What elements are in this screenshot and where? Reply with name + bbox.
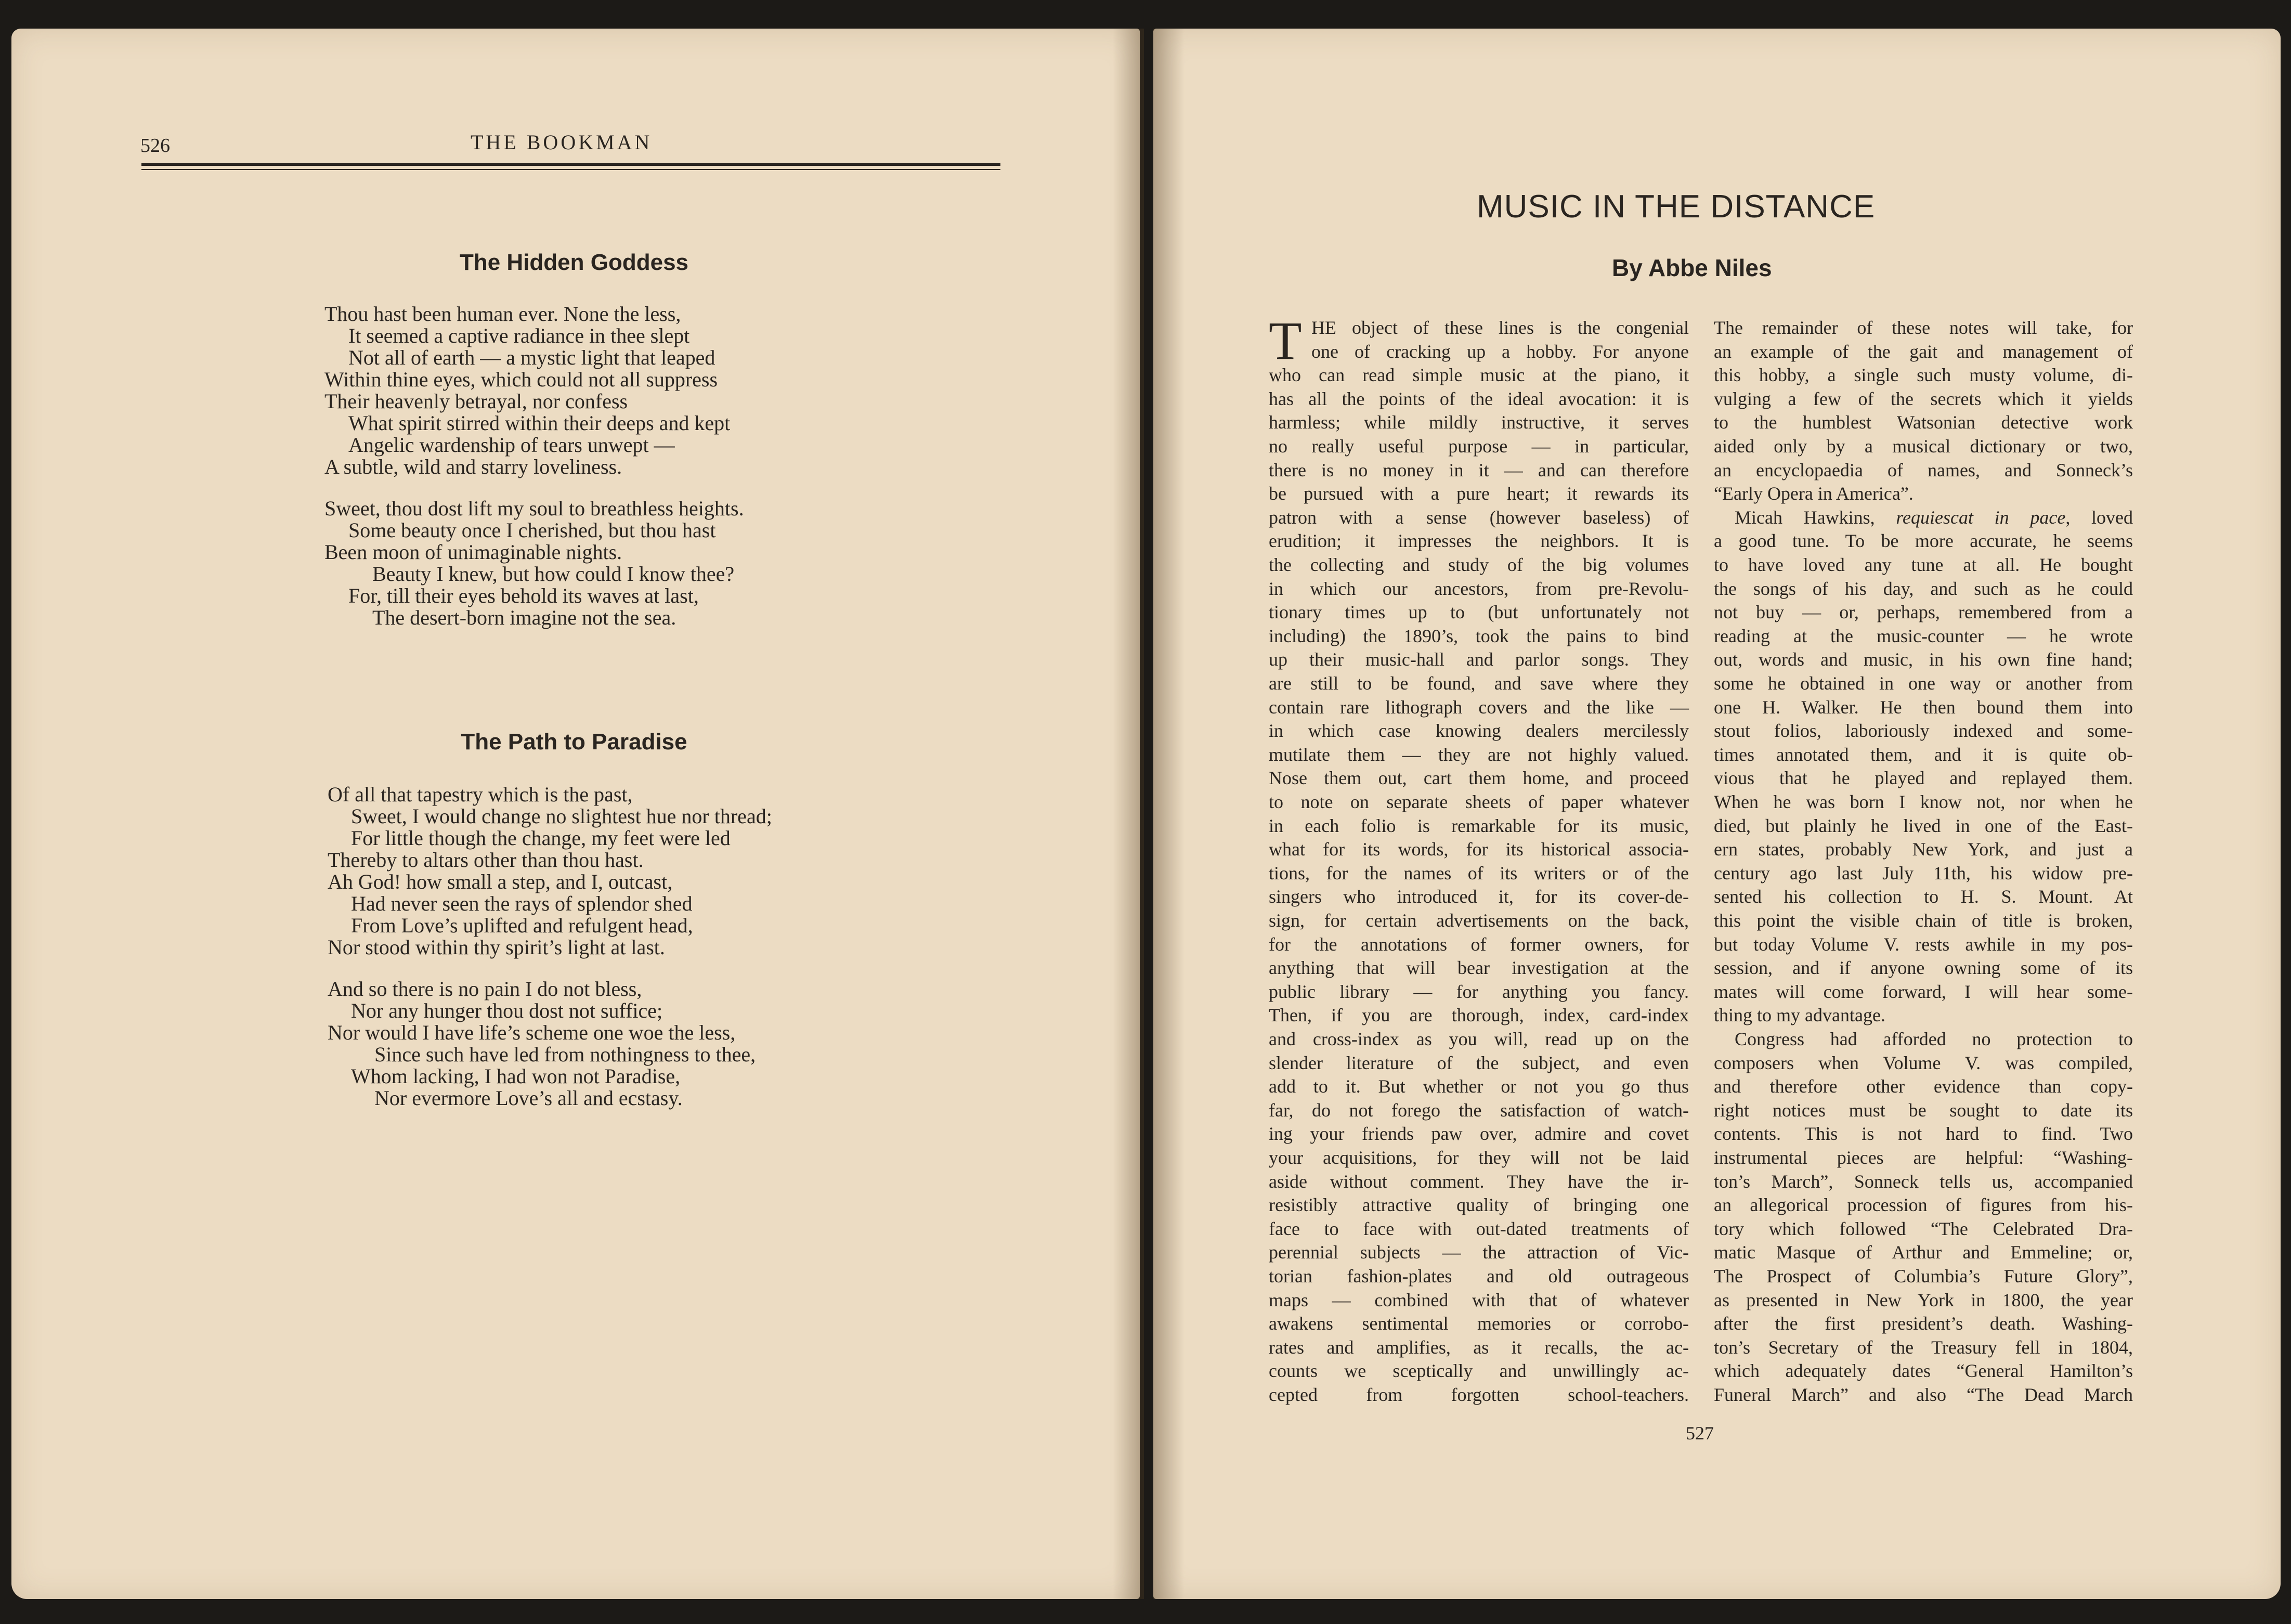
article-line: rates and amplifies, as it recalls, the ac- [1269,1336,1689,1358]
header-rule-thin [141,169,1000,170]
article-line: face to face with out-dated treatments of [1269,1218,1689,1239]
article-line: times annotated them, and it is quite ob- [1714,744,2133,765]
article-line: session, and if anyone owning some of its [1714,957,2133,979]
article-line: the songs of his day, and such as he could [1714,578,2133,599]
poem-line: Since such have led from nothingness to thee, [374,1043,756,1066]
poem-line: From Love’s uplifted and refulgent head, [351,914,693,937]
article-line: Nose them out, cart them home, and proceed [1269,768,1689,789]
gutter-shadow-right [1153,29,1184,1599]
article-line: up their music-hall and parlor songs. They [1269,649,1689,670]
article-line: has all the points of the ideal avocation: it is [1269,388,1689,409]
article-line: this hobby, a single such musty volume, di- [1714,365,2133,386]
poem-line: Whom lacking, I had won not Paradise, [351,1064,681,1088]
article-line: which adequately dates “General Hamilton’s [1714,1360,2133,1382]
article-line: patron with a sense (however baseless) of [1269,506,1689,528]
article-line: after the first president’s death. Washing- [1714,1313,2133,1334]
article-line: singers who introduced it, for its cover-de- [1269,886,1689,907]
article-line: aided only by a musical dictionary or two, [1714,436,2133,457]
poem-line: For little though the change, my feet were led [351,826,731,850]
poem-line: Angelic wardenship of tears unwept — [348,433,675,457]
article-title: MUSIC IN THE DISTANCE [1477,189,1876,225]
article-line: one H. Walker. He then bound them into [1714,696,2133,718]
poem-line: Not all of earth — a mystic light that leaped [348,346,715,369]
poem-line: Had never seen the rays of splendor shed [351,892,693,915]
article-line: this point the visible chain of title is broken, [1714,910,2133,931]
article-line: some he obtained in one way or another from [1714,673,2133,694]
article-line: are still to be found, and save where they [1269,673,1689,694]
header-rule-thick [141,163,1000,166]
poem-line: Beauty I knew, but how could I know thee? [372,562,735,586]
article-line: When he was born I know not, nor when he [1714,791,2133,812]
poem-line: Nor stood within thy spirit’s light at last. [328,936,665,959]
poem-title-hidden-goddess: The Hidden Goddess [459,250,689,275]
article-line: matic Masque of Arthur and Emmeline; or, [1714,1242,2133,1263]
article-line: to have loved any tune at all. He bought [1714,554,2133,575]
article-line: a good tune. To be more accurate, he seems [1714,530,2133,552]
poem-line: Thou hast been human ever. None the less, [324,302,681,326]
poem-line: Been moon of unimaginable nights. [324,540,622,564]
article-line: HE object of these lines is the congenial [1311,317,1689,338]
poem-line: It seemed a captive radiance in thee slept [348,324,690,347]
poem-line: Their heavenly betrayal, nor confess [324,389,628,413]
article-line: there is no money in it — and can therefore [1269,459,1689,480]
article-line: aside without comment. They have the ir- [1269,1171,1689,1192]
poem-line: Nor any hunger thou dost not suffice; [351,999,663,1022]
article-line: awakens sentimental memories or corrobo- [1269,1313,1689,1334]
page-number-left: 526 [140,135,170,157]
article-line: who can read simple music at the piano, it [1269,365,1689,386]
article-line: contents. This is not hard to find. Two [1714,1123,2133,1145]
article-line: “Early Opera in America”. [1714,483,1913,504]
poem-line: Some beauty once I cherished, but thou hast [348,518,716,542]
article-line: add to it. But whether or not you go thus [1269,1076,1689,1097]
article-line: reading at the music-counter — he wrote [1714,625,2133,646]
poem-title-path-to-paradise: The Path to Paradise [461,729,687,755]
article-line: and therefore other evidence than copy- [1714,1076,2133,1097]
article-line: not buy — or, perhaps, remembered from a [1714,602,2133,623]
drop-cap: T [1269,311,1302,371]
poem-line: What spirit stirred within their deeps and kept [348,411,731,435]
article-line: far, do not forego the satisfaction of watch- [1269,1099,1689,1121]
article-line: and cross-index as you will, read up on the [1269,1029,1689,1049]
article-line: Then, if you are thorough, index, card-index [1269,1005,1689,1026]
article-line: died, but plainly he lived in one of the East- [1714,815,2133,836]
article-line: one of cracking up a hobby. For anyone [1311,341,1689,362]
poem-line: Sweet, thou dost lift my soul to breathless heights. [324,497,744,520]
running-head: THE BOOKMAN [471,131,653,154]
article-line: vious that he played and replayed them. [1714,768,2133,789]
article-line: for the annotations of former owners, for [1269,933,1689,955]
article-line: anything that will bear investigation at the [1269,957,1689,979]
article-line: instrumental pieces are helpful: “Washing- [1714,1147,2133,1168]
poem-line: Of all that tapestry which is the past, [328,783,633,806]
article-line: to the humblest Watsonian detective work [1714,412,2133,433]
article-line: tionary times up to (but unfortunately not [1269,602,1689,623]
article-line: mates will come forward, I will hear some- [1714,981,2133,1002]
article-line: Funeral March” and also “The Dead March [1714,1384,2133,1405]
article-line: including) the 1890’s, took the pains to bind [1269,625,1689,646]
article-line: composers when Volume V. was compiled, [1714,1052,2133,1073]
article-line: Congress had afforded no protection to [1735,1029,2133,1049]
article-line: tory which followed “The Celebrated Dra- [1714,1218,2133,1239]
article-line: an encyclopaedia of names, and Sonneck’s [1714,459,2133,480]
article-line: maps — combined with that of whatever [1269,1289,1689,1310]
article-line: vulging a few of the secrets which it yields [1714,388,2133,409]
article-line: erudition; it impresses the neighbors. It is [1269,530,1689,552]
poem-line: A subtle, wild and starry loveliness. [324,455,622,478]
article-byline: By Abbe Niles [1612,254,1772,281]
article-line: century ago last July 11th, his widow pre- [1714,862,2133,884]
article-line: the collecting and study of the big volumes [1269,554,1689,575]
article-line: to note on separate sheets of paper whatever [1269,791,1689,812]
poem-line: The desert-born imagine not the sea. [372,606,676,629]
article-line: as presented in New York in 1800, the year [1714,1289,2133,1310]
poem-line: Within thine eyes, which could not all suppress [324,368,718,391]
article-line: slender literature of the subject, and even [1269,1052,1689,1073]
article-line: public library — for anything you fancy. [1269,981,1689,1002]
article-line: your acquisitions, for they will not be laid [1269,1147,1689,1168]
article-line: in which our ancestors, from pre-Revolu- [1269,578,1689,599]
article-line: sented his collection to H. S. Mount. At [1714,886,2133,907]
article-line: in which case knowing dealers mercilessly [1269,720,1689,742]
poem-line: Nor would I have life’s scheme one woe the less, [328,1021,736,1044]
poem-line: Nor evermore Love’s all and ecstasy. [374,1086,683,1110]
article-line: an example of the gait and management of [1714,341,2133,362]
article-line: torian fashion-plates and old outrageous [1269,1266,1689,1287]
article-line: out, words and music, in his own fine hand; [1714,649,2133,670]
article-line: resistibly attractive quality of bringing one [1269,1194,1689,1216]
article-line: thing to my advantage. [1714,1005,1885,1026]
page-number-right: 527 [1686,1423,1714,1444]
article-line: what for its words, for its historical associa- [1269,839,1689,860]
article-line: stout folios, laboriously indexed and some- [1714,720,2133,742]
article-line: perennial subjects — the attraction of Vic- [1269,1242,1689,1263]
article-line: be pursued with a pure heart; it rewards its [1269,483,1689,504]
article-line: ing your friends paw over, admire and covet [1269,1123,1689,1145]
poem-line: Ah God! how small a step, and I, outcast, [328,870,673,893]
article-line: tions, for the names of its writers or of the [1269,862,1689,884]
article-line: ton’s March”, Sonneck tells us, accompanied [1714,1171,2133,1192]
article-line: The Prospect of Columbia’s Future Glory”, [1714,1266,2133,1287]
article-line: counts we sceptically and unwillingly ac- [1269,1360,1689,1382]
article-line: no really useful purpose — in particular, [1269,436,1689,457]
poem-line: Sweet, I would change no slightest hue nor thread; [351,804,772,828]
article-line: ton’s Secretary of the Treasury fell in 1804, [1714,1336,2133,1358]
article-line: sign, for certain advertisements on the back, [1269,910,1689,931]
article-line: in each folio is remarkable for its music, [1269,815,1689,836]
gutter-shadow-left [1113,29,1144,1599]
article-line: right notices must be sought to date its [1714,1099,2133,1121]
article-line: mutilate them — they are not highly valued. [1269,744,1689,765]
article-line: cepted from forgotten school-teachers. [1269,1384,1689,1405]
article-line: Micah Hawkins, requiescat in pace, loved [1735,506,2133,528]
poem-line: And so there is no pain I do not bless, [328,977,642,1001]
poem-line: For, till their eyes behold its waves at last, [348,584,699,607]
poem-line: Thereby to altars other than thou hast. [328,848,644,872]
article-line: harmless; while mildly instructive, it serves [1269,412,1689,433]
article-line: ern states, probably New York, and just a [1714,839,2133,860]
article-line: The remainder of these notes will take, for [1714,317,2133,338]
article-line: an allegorical procession of figures from his- [1714,1194,2133,1216]
article-line: contain rare lithograph covers and the like — [1269,696,1689,718]
article-line: but today Volume V. rests awhile in my pos- [1714,933,2133,955]
